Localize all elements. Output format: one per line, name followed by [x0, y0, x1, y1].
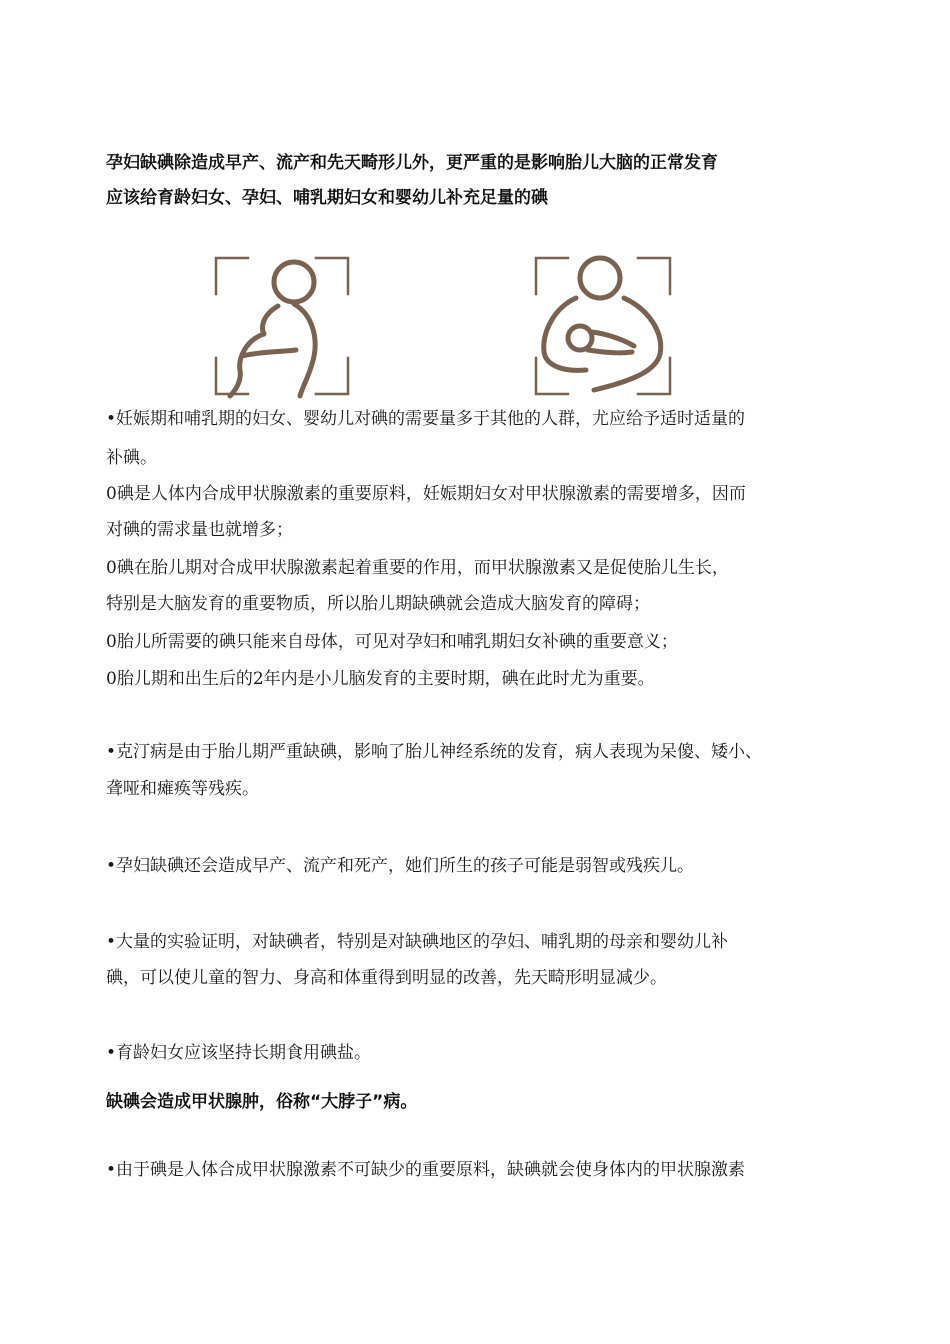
intro-heading-line-2: 应该给育龄妇女、孕妇、哺乳期妇女和婴幼儿补充足量的碘 — [106, 188, 548, 208]
section4-line-1: •大量的实验证明，对缺碘者，特别是对缺碘地区的孕妇、哺乳期的母亲和婴幼儿补 — [106, 932, 729, 952]
section1-bullet-line-2: 补碘。 — [106, 448, 157, 468]
breastfeeding-mother-icon — [532, 254, 674, 400]
section1-item4: 0胎儿期和出生后的2年内是小儿脑发育的主要时期，碘在此时尤为重要。 — [106, 669, 655, 689]
section2-line-2: 聋哑和瘫痪等残疾。 — [106, 779, 259, 799]
section2-line-1: •克汀病是由于胎儿期严重缺碘，影响了胎儿神经系统的发育，病人表现为呆傻、矮小、 — [106, 742, 763, 762]
thyroid-heading: 缺碘会造成甲状腺肿，俗称“大脖子”病。 — [106, 1092, 418, 1112]
section4-line-2: 碘，可以使儿童的智力、身高和体重得到明显的改善，先天畸形明显减少。 — [106, 968, 667, 988]
section1-item1-line-2: 对碘的需求量也就增多； — [106, 520, 293, 540]
section1-item2-line-1: 0碘在胎儿期对合成甲状腺激素起着重要的作用，而甲状腺激素又是促使胎儿生长， — [106, 558, 729, 578]
intro-heading-line-1: 孕妇缺碘除造成早产、流产和先天畸形儿外，更严重的是影响胎儿大脑的正常发育 — [106, 153, 718, 173]
pregnant-woman-icon — [212, 254, 352, 400]
section5-line-1: •育龄妇女应该坚持长期食用碘盐。 — [106, 1043, 372, 1063]
section1-item2-line-2: 特别是大脑发育的重要物质，所以胎儿期缺碘就会造成大脑发育的障碍； — [106, 594, 650, 614]
section1-item3: 0胎儿所需要的碘只能来自母体，可见对孕妇和哺乳期妇女补碘的重要意义； — [106, 632, 678, 652]
section1-item1-line-1: 0碘是人体内合成甲状腺激素的重要原料，妊娠期妇女对甲状腺激素的需要增多，因而 — [106, 484, 746, 504]
section1-bullet-line-1: •妊娠期和哺乳期的妇女、婴幼儿对碘的需要量多于其他的人群，尤应给予适时适量的 — [106, 409, 746, 429]
section3-line-1: •孕妇缺碘还会造成早产、流产和死产，她们所生的孩子可能是弱智或残疾儿。 — [106, 856, 695, 876]
section6-line-1: •由于碘是人体合成甲状腺激素不可缺少的重要原料，缺碘就会使身体内的甲状腺激素 — [106, 1160, 746, 1180]
